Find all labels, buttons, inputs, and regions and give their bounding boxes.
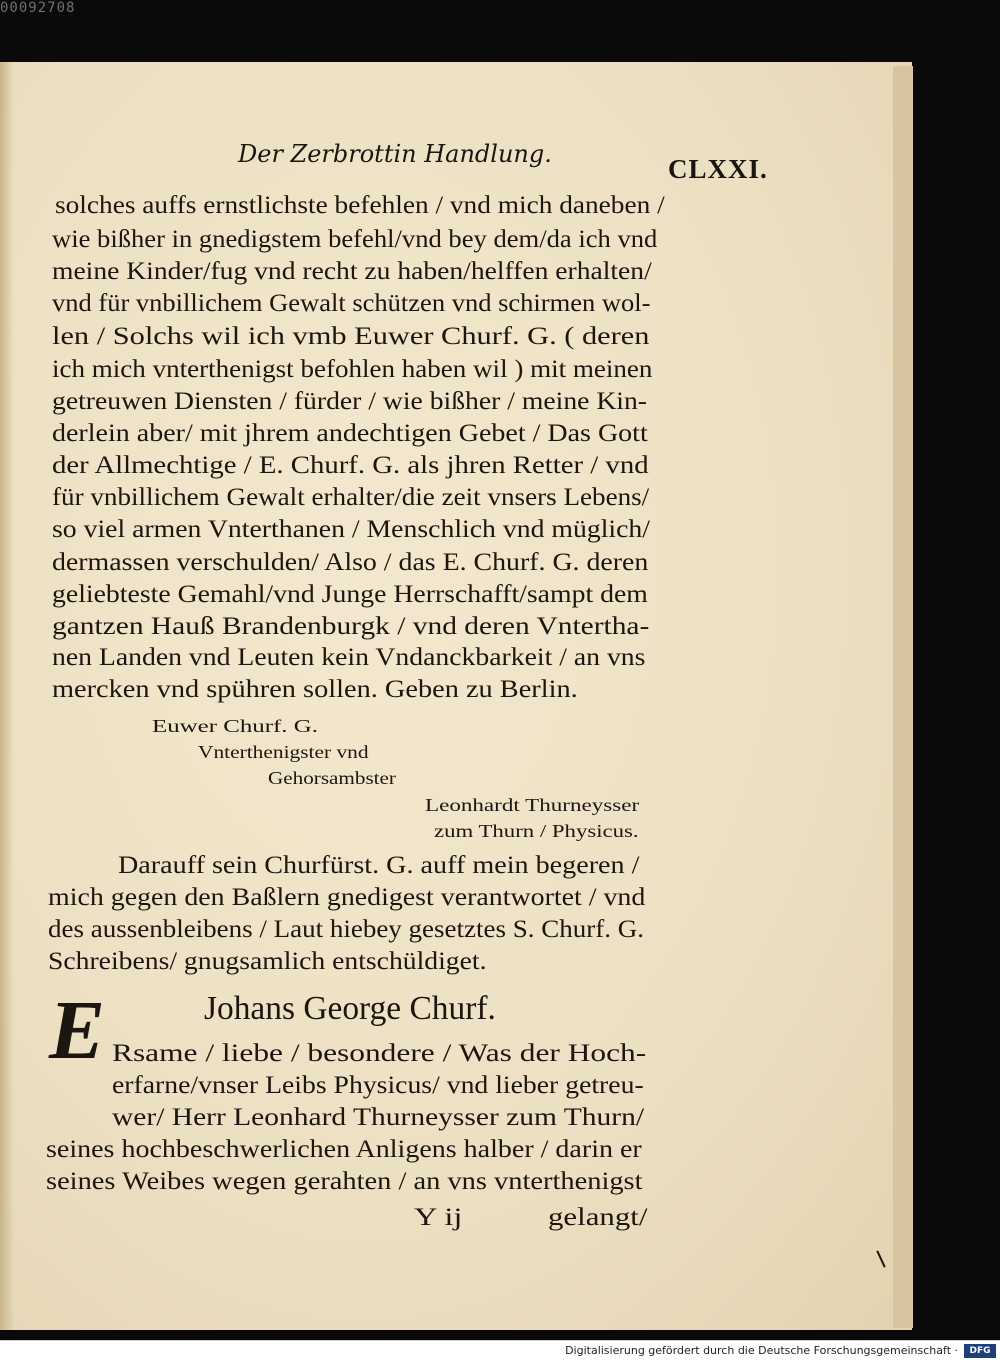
body-line: len / Solchs wil ich vmb Euwer Churf. G. ( deren	[52, 323, 650, 350]
letter-heading: Johans George Churf.	[204, 990, 496, 1027]
body-line: seines Weibes wegen gerahten / an vns vnterthenigst	[46, 1168, 643, 1195]
body-line: Rsame / liebe / besondere / Was der Hoch-	[112, 1040, 647, 1067]
body-line: solches auffs ernstlichste befehlen / vnd mich daneben /	[55, 192, 665, 219]
body-line: derlein aber/ mit jhrem andechtigen Gebet / Das Gott	[52, 420, 648, 447]
signature-line: Gehorsambster	[268, 768, 396, 788]
body-line: gantzen Hauß Brandenburgk / vnd deren Vntertha-	[52, 613, 650, 640]
body-line: wer/ Herr Leonhard Thurneysser zum Thurn/	[112, 1104, 645, 1131]
signature-line: Vnterthenigster vnd	[198, 742, 369, 762]
funding-credit: Digitalisierung gefördert durch die Deutsche Forschungsgemeinschaft ·	[565, 1344, 958, 1357]
body-line: ich mich vnterthenigst befohlen haben wil ) mit meinen	[52, 356, 653, 383]
body-line: so viel armen Vnterthanen / Menschlich vnd müglich/	[52, 516, 651, 543]
body-line: erfarne/vnser Leibs Physicus/ vnd lieber getreu-	[112, 1072, 644, 1099]
folio-number: CLXXI.	[668, 154, 768, 184]
body-line: mich gegen den Baßlern gnedigest verantwortet / vnd	[48, 884, 646, 911]
body-line: nen Landen vnd Leuten kein Vndanckbarkeit / an vns	[52, 644, 646, 671]
footer-bar	[0, 1340, 1000, 1363]
dfg-logo: DFG	[964, 1344, 996, 1358]
body-line: geliebteste Gemahl/vnd Junge Herrschafft/sampt dem	[52, 581, 648, 608]
page-edge	[893, 66, 913, 1328]
drop-cap: E	[48, 984, 106, 1077]
body-line: meine Kinder/fug vnd recht zu haben/helffen erhalten/	[52, 258, 652, 285]
body-line: Darauff sein Churfürst. G. auff mein begeren /	[118, 852, 640, 879]
signature-line: zum Thurn / Physicus.	[434, 821, 639, 841]
body-line: des aussenbleibens / Laut hiebey gesetztes S. Churf. G.	[48, 916, 644, 943]
body-line: der Allmechtige / E. Churf. G. als jhren Retter / vnd	[52, 452, 649, 479]
body-line: getreuwen Diensten / fürder / wie bißher / meine Kin-	[52, 388, 648, 415]
scan-id: 00092708	[0, 0, 76, 16]
signature-line: Euwer Churf. G.	[152, 716, 318, 736]
body-line: dermassen verschulden/ Also / das E. Churf. G. deren	[52, 549, 649, 576]
running-head: Der Zerbrottin Handlung.	[238, 140, 552, 168]
signature-mark: Y ij	[414, 1204, 463, 1231]
page-gutter-shadow	[0, 62, 14, 1330]
body-line: seines hochbeschwerlichen Anligens halber / darin er	[46, 1136, 642, 1163]
body-line: vnd für vnbillichem Gewalt schützen vnd schirmen wol-	[52, 290, 651, 317]
body-line: wie bißher in gnedigstem befehl/vnd bey dem/da ich vnd	[52, 226, 658, 253]
catchword: gelangt/	[548, 1204, 648, 1231]
signature-line: Leonhardt Thurneysser	[425, 795, 640, 815]
body-line: für vnbillichem Gewalt erhalter/die zeit vnsers Lebens/	[52, 484, 650, 511]
body-line: Schreibens/ gnugsamlich entschüldiget.	[48, 948, 487, 975]
body-line: mercken vnd spühren sollen. Geben zu Berlin.	[52, 676, 578, 703]
